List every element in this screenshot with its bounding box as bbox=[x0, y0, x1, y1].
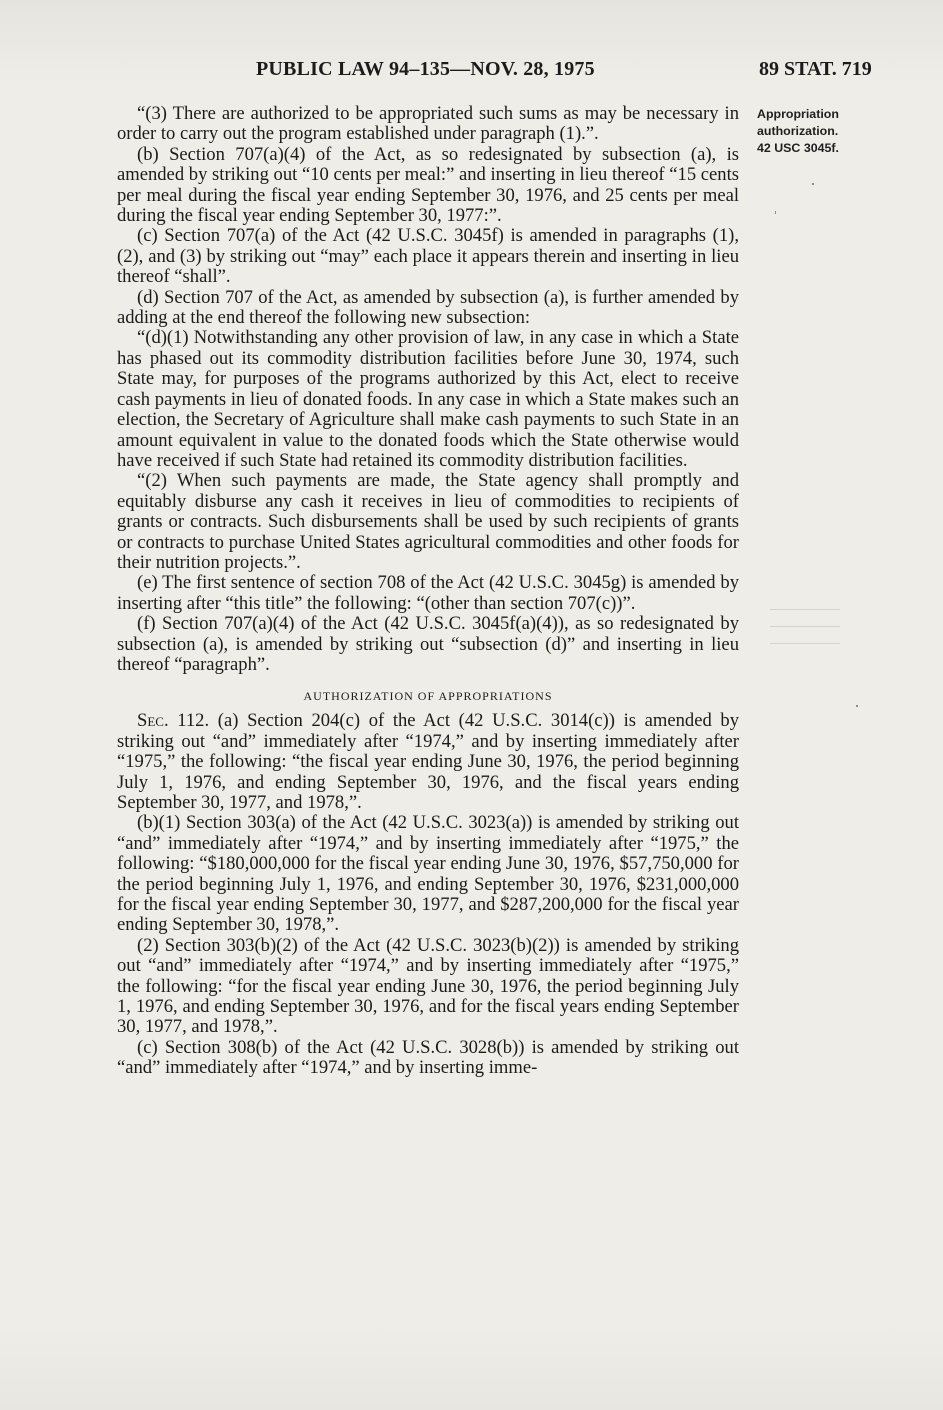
paragraph: (e) The first sentence of section 708 of the Act (42 U.S.C. 3045g) is amended by inserting after “this title” the following: “(other than section 707(c))”. bbox=[117, 572, 739, 614]
section-paragraph bbox=[117, 711, 739, 813]
paragraph: “(d)(1) Notwithstanding any other provision of law, in any case in which a State has phased out its commodity distribution facilities before June 30, 1974, such State may, for purposes of the programs authorized by this Act, elect to receive cash payments in lieu of donated foods. In any case in which a State makes such an election, the Secretary of Agriculture shall make cash payments to such State in an amount equivalent in value to the donated foods which the State otherwise would have received if such State had retained its commodity distribution facilities. bbox=[117, 327, 739, 471]
margin-note: 42 USC 3045f. bbox=[757, 141, 839, 155]
paragraph: (d) Section 707 of the Act, as amended by subsection (a), is further amended by adding at the end thereof the following new subsection: bbox=[117, 286, 739, 329]
statute-page-number: 89 STAT. 719 bbox=[759, 58, 872, 80]
margin-notes bbox=[757, 106, 907, 157]
show-through-marks bbox=[770, 596, 840, 647]
paragraph: (c) Section 308(b) of the Act (42 U.S.C. 3028(b)) is amended by striking out “and” immediately after “1974,” and by inserting imme- bbox=[117, 1036, 739, 1079]
statute-body bbox=[117, 104, 739, 1079]
section-text: (a) Section 204(c) of the Act (42 U.S.C. 3014(c)) is amended by striking out “and” immediately after “1974,” and by inserting immediately after “1975,” the following: “the fiscal year ending June 30, 1976, the period beginning July 1, 1976, and ending September 30, 1976, and the fiscal years ending September 30, 1977, and 1978,”. bbox=[117, 710, 739, 813]
margin-note: authorization. bbox=[757, 124, 839, 138]
paragraph: (b) Section 707(a)(4) of the Act, as so redesignated by subsection (a), is amended by striking out “10 cents per meal:” and inserting in lieu thereof “15 cents per meal during the fiscal year ending September 30, 1976, and 25 cents per meal during the fiscal year ending September 30, 1977:”. bbox=[117, 143, 739, 227]
paragraph: “(3) There are authorized to be appropriated such sums as may be necessary in order to carry out the program established under paragraph (1).”. bbox=[117, 103, 739, 145]
paragraph: (c) Section 707(a) of the Act (42 U.S.C. 3045f) is amended in paragraphs (1), (2), and (3) by striking out “may” each place it appears therein and inserting in lieu thereof “shall”. bbox=[117, 225, 739, 288]
scan-speck bbox=[812, 183, 814, 185]
scan-speck bbox=[856, 705, 858, 707]
paragraph: “(2) When such payments are made, the State agency shall promptly and equitably disburse any cash it receives in lieu of commodities to recipients of grants or contracts. Such disbursements shall be used by such recipients of grants or contracts to purchase United States agricultural commodities and other foods for their nutrition projects.”. bbox=[117, 470, 739, 573]
paragraph: (2) Section 303(b)(2) of the Act (42 U.S.C. 3023(b)(2)) is amended by striking out “and” immediately after “1974,” and by inserting immediately after “1975,” the following: “for the fiscal year ending June 30, 1976, the period beginning July 1, 1976, and ending September 30, 1976, and for the fiscal years ending September 30, 1977, and 1978,”. bbox=[117, 934, 739, 1038]
section-label: Sec. 112. bbox=[137, 710, 210, 732]
scan-speck bbox=[775, 211, 776, 214]
paragraph: (b)(1) Section 303(a) of the Act (42 U.S.C. 3023(a)) is amended by striking out “and” immediately after “1974,” and by inserting immediately after “1975,” the following: “$180,000,000 for the fiscal year ending June 30, 1976, $57,750,000 for the period beginning July 1, 1976, and ending September 30, 1976, $231,000,000 for the fiscal year ending September 30, 1977, and $287,200,000 for the fiscal year ending September 30, 1978,”. bbox=[117, 812, 739, 936]
paragraph: (f) Section 707(a)(4) of the Act (42 U.S.C. 3045f(a)(4)), as so redesignated by subsection (a), is amended by striking out “subsection (d)” and inserting in lieu thereof “paragraph”. bbox=[117, 613, 739, 675]
running-header-title: PUBLIC LAW 94–135—NOV. 28, 1975 bbox=[256, 58, 595, 80]
section-heading: AUTHORIZATION OF APPROPRIATIONS bbox=[303, 689, 553, 704]
margin-note: Appropriation bbox=[757, 107, 839, 121]
